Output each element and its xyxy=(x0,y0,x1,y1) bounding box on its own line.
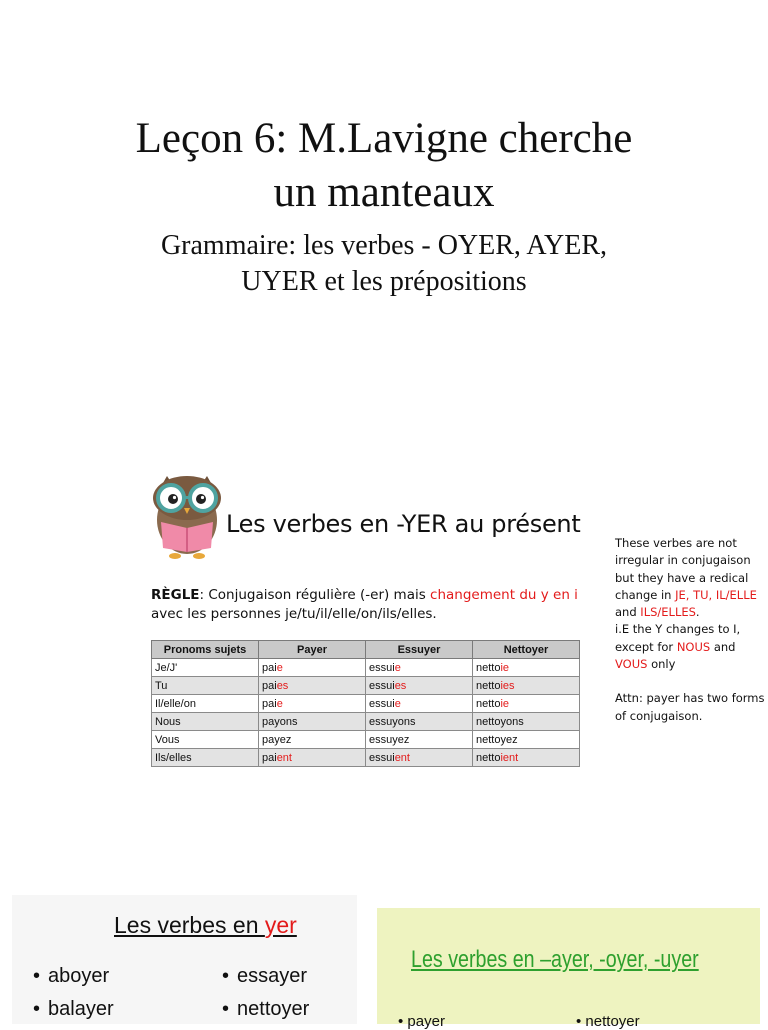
bottom-left-heading xyxy=(114,912,297,939)
rule-text: : Conjugaison régulière (-er) mais xyxy=(199,587,431,603)
heading-highlight: yer xyxy=(264,912,297,938)
note-highlight: JE, TU, IL/ELLE xyxy=(675,587,757,602)
note-paragraph-3: Attn: payer has two forms of conjugaison. xyxy=(615,691,765,723)
conjugation-cell xyxy=(366,695,473,713)
table-row xyxy=(152,677,580,695)
pronoun-cell: Ils/elles xyxy=(152,749,259,767)
note-text: i.E the Y changes to I, except for xyxy=(615,622,741,654)
rule-label: RÈGLE xyxy=(151,587,200,603)
verb-ending: ie xyxy=(500,661,510,674)
owl-reading-icon xyxy=(145,468,229,560)
list-item: • aboyer xyxy=(33,960,114,993)
verb-ending: e xyxy=(394,661,401,674)
verb-ending: e xyxy=(276,697,283,710)
subtitle-line-1: Grammaire: les verbes - OYER, AYER, xyxy=(160,230,608,261)
conjugation-cell xyxy=(259,677,366,695)
conjugation-cell xyxy=(366,731,473,749)
table-row xyxy=(152,695,580,713)
verb-stem: payons xyxy=(262,715,298,728)
note-highlight: VOUS xyxy=(615,657,648,672)
verb-list-column-1 xyxy=(33,960,114,1026)
note-paragraph-2 xyxy=(615,621,765,673)
note-text: These verbes are not irregular in conjugaison but they have a redical change in xyxy=(615,536,751,602)
verb-ending: es xyxy=(276,679,289,692)
conjugation-cell xyxy=(259,659,366,677)
verb-stem: essui xyxy=(369,751,395,764)
conjugation-table xyxy=(151,640,580,767)
list-item: nettoyer xyxy=(585,1013,640,1030)
conjugation-cell xyxy=(473,659,580,677)
verb-stem: netto xyxy=(476,697,501,710)
conjugation-cell xyxy=(473,677,580,695)
verb-stem: netto xyxy=(476,661,501,674)
title-line-1: Leçon 6: M.Lavigne cherche xyxy=(135,115,633,162)
bottom-right-item: • nettoyer xyxy=(576,1013,640,1030)
heading-text: Les verbes en xyxy=(114,912,265,938)
table-row xyxy=(152,749,580,767)
table-header-row xyxy=(152,641,580,659)
verb-ending: ies xyxy=(500,679,515,692)
lesson-image-heading: Les verbes en -YER au présent xyxy=(226,510,581,538)
conjugation-cell xyxy=(366,713,473,731)
conjugation-cell xyxy=(473,695,580,713)
table-body xyxy=(152,659,580,767)
list-item: payer xyxy=(407,1013,445,1030)
conjugation-cell xyxy=(259,749,366,767)
conjugation-cell xyxy=(259,731,366,749)
verb-stem: pai xyxy=(262,751,277,764)
table-row xyxy=(152,713,580,731)
pronoun-cell: Vous xyxy=(152,731,259,749)
verb-ending: es xyxy=(394,679,407,692)
table-row xyxy=(152,731,580,749)
page-subtitle xyxy=(0,228,768,300)
verb-ending: ie xyxy=(500,697,510,710)
conjugation-rule xyxy=(151,586,591,624)
verb-stem: nettoyez xyxy=(476,733,518,746)
conjugation-cell xyxy=(259,713,366,731)
page-title xyxy=(0,112,768,220)
verb-stem: essui xyxy=(369,697,395,710)
list-item: • nettoyer xyxy=(222,993,309,1026)
verb-ending: ient xyxy=(500,751,519,764)
verb-stem: netto xyxy=(476,679,501,692)
bottom-right-heading: Les verbes en –ayer, -oyer, -uyer xyxy=(411,946,699,973)
note-text: . xyxy=(695,605,700,620)
column-header: Essuyer xyxy=(366,641,473,659)
note-highlight: NOUS xyxy=(676,639,711,654)
conjugation-cell xyxy=(259,695,366,713)
pronoun-cell: Je/J' xyxy=(152,659,259,677)
verb-stem: pai xyxy=(262,679,277,692)
side-note xyxy=(615,535,765,725)
conjugation-cell xyxy=(366,659,473,677)
note-text: only xyxy=(647,657,676,672)
column-header: Payer xyxy=(259,641,366,659)
verb-stem: essui xyxy=(369,661,395,674)
table-row xyxy=(152,659,580,677)
pronoun-cell: Il/elle/on xyxy=(152,695,259,713)
verb-ending: ent xyxy=(276,751,292,764)
verb-stem: nettoyons xyxy=(476,715,524,728)
rule-highlight: changement du y en i xyxy=(430,587,578,603)
list-item: • essayer xyxy=(222,960,309,993)
pronoun-cell: Tu xyxy=(152,677,259,695)
column-header: Nettoyer xyxy=(473,641,580,659)
verb-stem: essuyons xyxy=(369,715,416,728)
title-line-2: un manteaux xyxy=(273,169,495,216)
verb-list-column-2 xyxy=(222,960,309,1026)
note-highlight: ILS/ELLES xyxy=(640,605,696,620)
pronoun-cell: Nous xyxy=(152,713,259,731)
verb-stem: payez xyxy=(262,733,292,746)
verb-stem: essui xyxy=(369,679,395,692)
note-text: and xyxy=(615,605,641,620)
rule-line-2: avec les personnes je/tu/il/elle/on/ils/elles. xyxy=(151,606,437,622)
conjugation-cell xyxy=(473,713,580,731)
verb-ending: ent xyxy=(394,751,410,764)
conjugation-cell xyxy=(473,749,580,767)
verb-stem: essuyez xyxy=(369,733,410,746)
rule-line-1 xyxy=(151,586,591,605)
list-item: • balayer xyxy=(33,993,114,1026)
conjugation-cell xyxy=(473,731,580,749)
conjugation-cell xyxy=(366,677,473,695)
verb-stem: pai xyxy=(262,697,277,710)
note-text: and xyxy=(710,639,736,654)
verb-ending: e xyxy=(394,697,401,710)
conjugation-cell xyxy=(366,749,473,767)
subtitle-line-2: UYER et les prépositions xyxy=(241,266,527,297)
verb-stem: netto xyxy=(476,751,501,764)
note-paragraph-1 xyxy=(615,535,765,621)
verb-stem: pai xyxy=(262,661,277,674)
bottom-right-item: • payer xyxy=(398,1013,445,1030)
verb-ending: e xyxy=(276,661,283,674)
column-header: Pronoms sujets xyxy=(152,641,259,659)
